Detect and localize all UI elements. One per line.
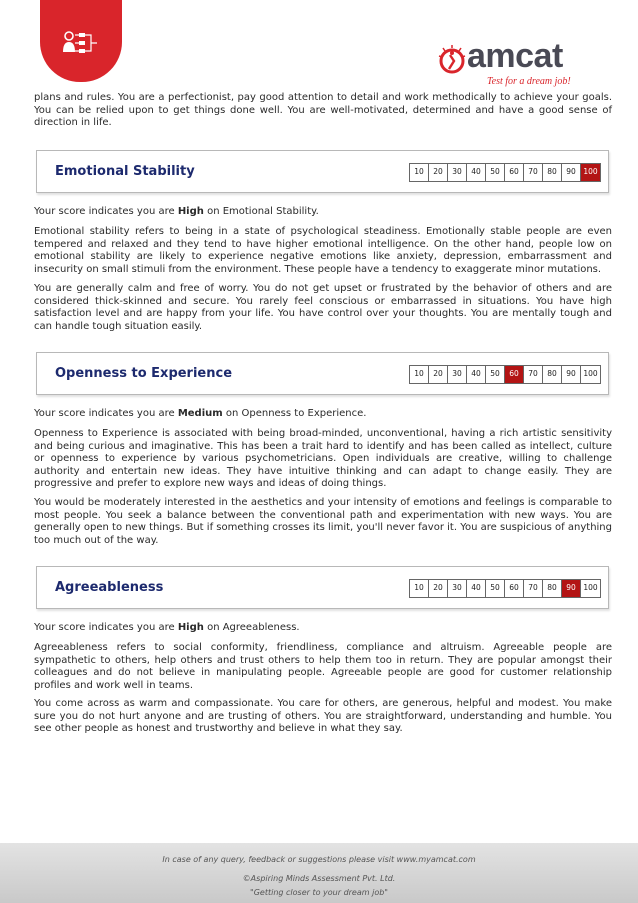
score-scale [409,365,601,384]
logo-tagline: Test for a dream job! [487,76,571,87]
scale-cell: 20 [429,580,448,597]
trait-description: Agreeableness refers to social conformity, friendliness, compliance and altruism. Agreeable people are sympathetic to others, help others and trust others to help them too in return. They are popular amongst their colleagues and do not believe in manipulating people. Agreeable people are good for customer relationship profiles and work well in teams. [34,642,612,691]
section-badge [40,0,122,82]
logo-mark-icon [437,44,467,78]
trait-title: Agreeableness [55,580,164,595]
scale-cell: 40 [467,164,486,181]
footer-query-line: In case of any query, feedback or suggestions please visit www.myamcat.com [162,855,476,864]
score-summary [34,622,612,635]
scale-cell: 30 [448,366,467,383]
scale-cell: 80 [543,366,562,383]
trait-header-agreeableness [36,566,609,609]
scale-cell: 50 [486,366,505,383]
footer-copyright: ©Aspiring Minds Assessment Pvt. Ltd. [242,874,396,883]
score-scale [409,163,601,182]
score-prefix: Your score indicates you are [34,206,178,217]
trait-interpretation: You come across as warm and compassionate. You care for others, are generous, helpful and modest. You make sure you do not hurt anyone and are trusting of others. You are straightforward, understanding and humble. You see other people as honest and trustworthy and believe in what they say. [34,698,612,735]
scale-cell: 70 [524,164,543,181]
scale-cell: 40 [467,580,486,597]
scale-cell: 30 [448,164,467,181]
trait-header-openness [36,352,609,395]
scale-cell: 20 [429,164,448,181]
logo-wordmark: amcat [467,37,563,75]
scale-cell: 80 [543,164,562,181]
scale-cell: 100 [581,164,600,181]
scale-cell: 60 [505,366,524,383]
scale-cell: 70 [524,366,543,383]
scale-cell: 20 [429,366,448,383]
scale-cell: 100 [583,583,598,592]
scale-cell: 90 [562,366,581,383]
scale-cell: 10 [410,366,429,383]
score-summary [34,408,612,421]
score-prefix: Your score indicates you are [34,408,178,419]
scale-cell: 40 [467,366,486,383]
trait-title: Emotional Stability [55,164,195,179]
scale-cell: 60 [505,580,524,597]
scale-cell: 100 [583,369,598,378]
scale-cell: 90 [562,580,581,597]
score-scale [409,579,601,598]
score-level: High [177,622,204,633]
trait-description: Openness to Experience is associated with being broad-minded, unconventional, having a rich artistic sensitivity and being curious and imaginative. This has been a trait hard to identify and has been called as intellect, culture or openness to experience by various psychometricians. Open individuals are creative, willing to challenge authority and entertain new ideas. They have intuitive thinking and can adapt to change easily. They are progressive and prefer to explore new ways and ideas of doing things. [34,428,612,490]
amcat-logo [437,38,597,88]
trait-description: Emotional stability refers to being in a state of psychological steadiness. Emotionally stable people are even tempered and relaxed and they tend to have higher emotional intelligence. On the other hand, people low on emotional stability are likely to experience negative emotions like anxiety, depression, embarrassment and insecurity on small stimuli from the environment. These people have a tendency to exaggerate minor mutations. [34,226,612,275]
assessment-icon [61,30,101,58]
scale-cell: 50 [486,580,505,597]
scale-cell: 60 [505,164,524,181]
scale-cell: 30 [448,580,467,597]
scale-cell: 10 [410,164,429,181]
scale-cell: 80 [543,580,562,597]
scale-cell: 50 [486,164,505,181]
scale-cell: 10 [410,580,429,597]
footer-slogan: "Getting closer to your dream job" [250,888,388,897]
score-suffix: on Agreeableness. [203,622,300,633]
trait-title: Openness to Experience [55,366,233,381]
page-footer [0,843,638,903]
trait-interpretation: You would be moderately interested in the aesthetics and your intensity of emotions and feelings is comparable to most people. You seek a balance between the conventional path and experimentation with new ways. You are generally open to new things. But if something crosses its limit, you'll never favor it. You are suspicious of anything too much out of the way. [34,497,612,546]
intro-paragraph: plans and rules. You are a perfectionist, pay good attention to detail and work methodically to achieve your goals. You can be relied upon to get things done well. You are well-motivated, determined and have a good sense of direction in life. [34,92,612,129]
score-prefix: Your score indicates you are [34,622,178,633]
score-summary [34,206,612,219]
score-suffix: on Openness to Experience. [222,408,367,419]
score-level: High [177,206,204,217]
score-suffix: on Emotional Stability. [203,206,319,217]
scale-cell: 90 [562,164,581,181]
scale-cell: 70 [524,580,543,597]
trait-interpretation: You are generally calm and free of worry. You do not get upset or frustrated by the behavior of others and are considered thick-skinned and secure. You rarely feel conscious or embarrassed in situations. You have high satisfaction level and are happy from your life. You have control over your thoughts. You are mentally tough and can handle tough situation easily. [34,283,612,332]
score-level: Medium [177,408,223,419]
trait-header-emotional-stability [36,150,609,193]
